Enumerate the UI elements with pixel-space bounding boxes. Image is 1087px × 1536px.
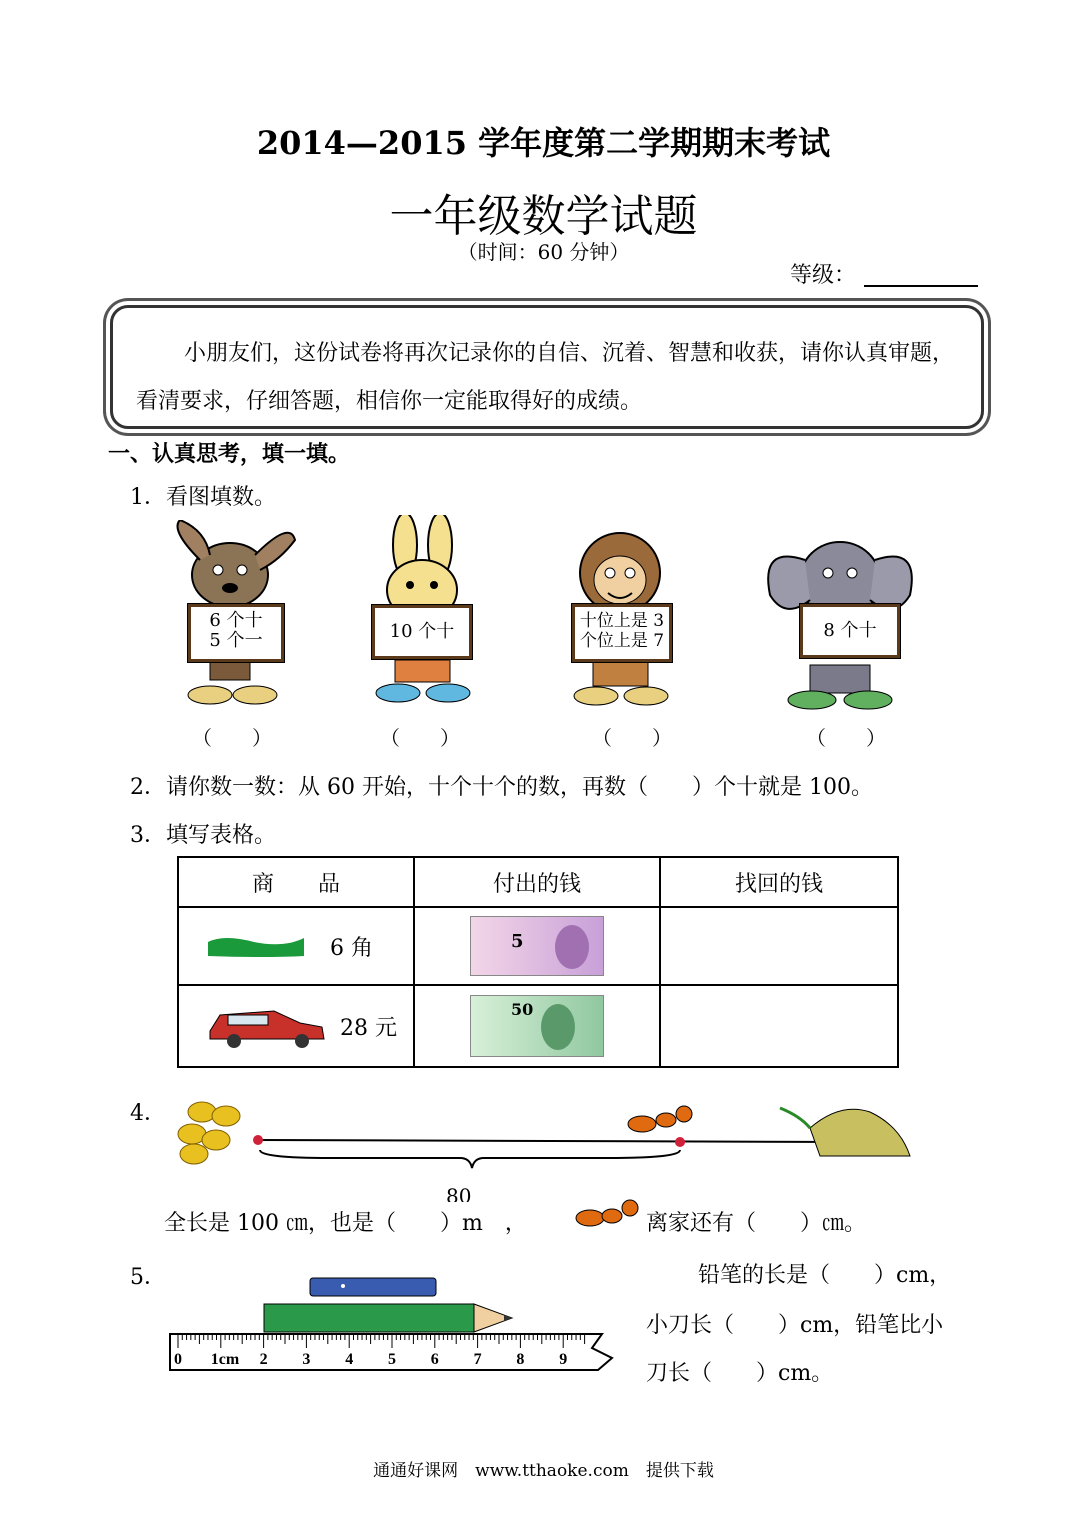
q1-answer-3[interactable]: （ ）	[592, 726, 672, 750]
q5-label: 5．	[130, 1265, 166, 1290]
ruler-number: 1cm	[210, 1351, 240, 1368]
q2-text: 2．请你数一数：从 60 开始，十个十个的数，再数（ ）个十就是 100。	[130, 775, 873, 800]
ruler-diagram	[166, 1274, 626, 1384]
sign-3	[572, 604, 672, 662]
price-2: 28 元	[340, 1015, 397, 1041]
banknote-5	[470, 916, 604, 976]
q1-answer-1[interactable]: （ ）	[192, 726, 272, 750]
banknote-50-value: 50	[511, 1000, 534, 1019]
car-icon	[204, 1003, 328, 1049]
exam-title: 2014—2015 学年度第二学期期末考试	[256, 124, 831, 162]
q4-diagram	[170, 1098, 920, 1208]
paid-cell-1	[414, 907, 660, 985]
ruler-number: 3	[302, 1351, 311, 1368]
q1-answer-2[interactable]: （ ）	[380, 726, 460, 750]
q3-label: 3．填写表格。	[130, 823, 276, 848]
ruler-number: 8	[516, 1351, 525, 1368]
q5-line1: 铅笔的长是（ ）cm，	[698, 1263, 952, 1288]
sign-1	[188, 604, 284, 662]
header-paid: 付出的钱	[414, 857, 660, 907]
goods-cell-2	[178, 985, 414, 1067]
time-note: （时间：60 分钟）	[457, 240, 630, 264]
knife-icon	[310, 1278, 436, 1296]
ant-icon	[628, 1106, 692, 1132]
sign-3-line1: 十位上是 3	[579, 611, 665, 631]
ruler-number: 0	[174, 1351, 182, 1368]
paid-cell-2	[414, 985, 660, 1067]
ruler-number: 7	[473, 1351, 482, 1368]
sign-1-line2: 5 个一	[209, 630, 263, 651]
ruler-number: 9	[559, 1351, 568, 1368]
sign-1-line1: 6 个十	[209, 610, 263, 631]
q4-measure-label: 80	[446, 1186, 472, 1202]
ruler-number: 6	[430, 1351, 439, 1368]
goods-table	[177, 856, 899, 1068]
sign-3-line2: 个位上是 7	[579, 631, 665, 651]
ant-icon-inline	[574, 1194, 642, 1234]
comb-icon	[204, 932, 308, 960]
q4-label: 4．	[130, 1101, 166, 1126]
q4-text-a: 全长是 100 ㎝，也是（ ）m ，	[164, 1211, 527, 1236]
ant-home-icon	[780, 1108, 910, 1156]
q5-line2: 小刀长（ ）cm，铅笔比小	[646, 1313, 944, 1338]
banknote-50	[470, 995, 604, 1057]
change-cell-1[interactable]	[660, 907, 898, 985]
notice-text: 小朋友们，这份试卷将再次记录你的自信、沉着、智慧和收获，请你认真审题，看清要求，仔细答题，相信你一定能取得好的成绩。	[136, 341, 955, 414]
section1-title: 一、认真思考，填一填。	[108, 442, 351, 467]
grade-blank[interactable]	[864, 285, 978, 287]
q1-label: 1．看图填数。	[130, 485, 276, 510]
ruler-number: 5	[388, 1351, 396, 1368]
q4-text-b: 离家还有（ ）㎝。	[646, 1211, 867, 1236]
goods-cell-1	[178, 907, 414, 985]
q1-answer-4[interactable]: （ ）	[806, 726, 886, 750]
sign-4: 8 个十	[800, 604, 900, 658]
pencil-icon	[264, 1304, 512, 1332]
sign-2: 10 个十	[372, 605, 472, 659]
header-change: 找回的钱	[660, 857, 898, 907]
q5-line3: 刀长（ ）cm。	[646, 1361, 834, 1386]
footer-text: 通通好课网 www.tthaoke.com 提供下载	[373, 1461, 714, 1481]
grade-label: 等级：	[790, 263, 857, 288]
ruler-number: 4	[345, 1351, 354, 1368]
banknote-5-value: 5	[511, 931, 524, 952]
ruler-number: 2	[259, 1351, 268, 1368]
header-goods: 商 品	[178, 857, 414, 907]
change-cell-2[interactable]	[660, 985, 898, 1067]
price-1: 6 角	[330, 935, 373, 961]
subject-title: 一年级数学试题	[389, 191, 698, 242]
food-icon	[178, 1102, 240, 1164]
